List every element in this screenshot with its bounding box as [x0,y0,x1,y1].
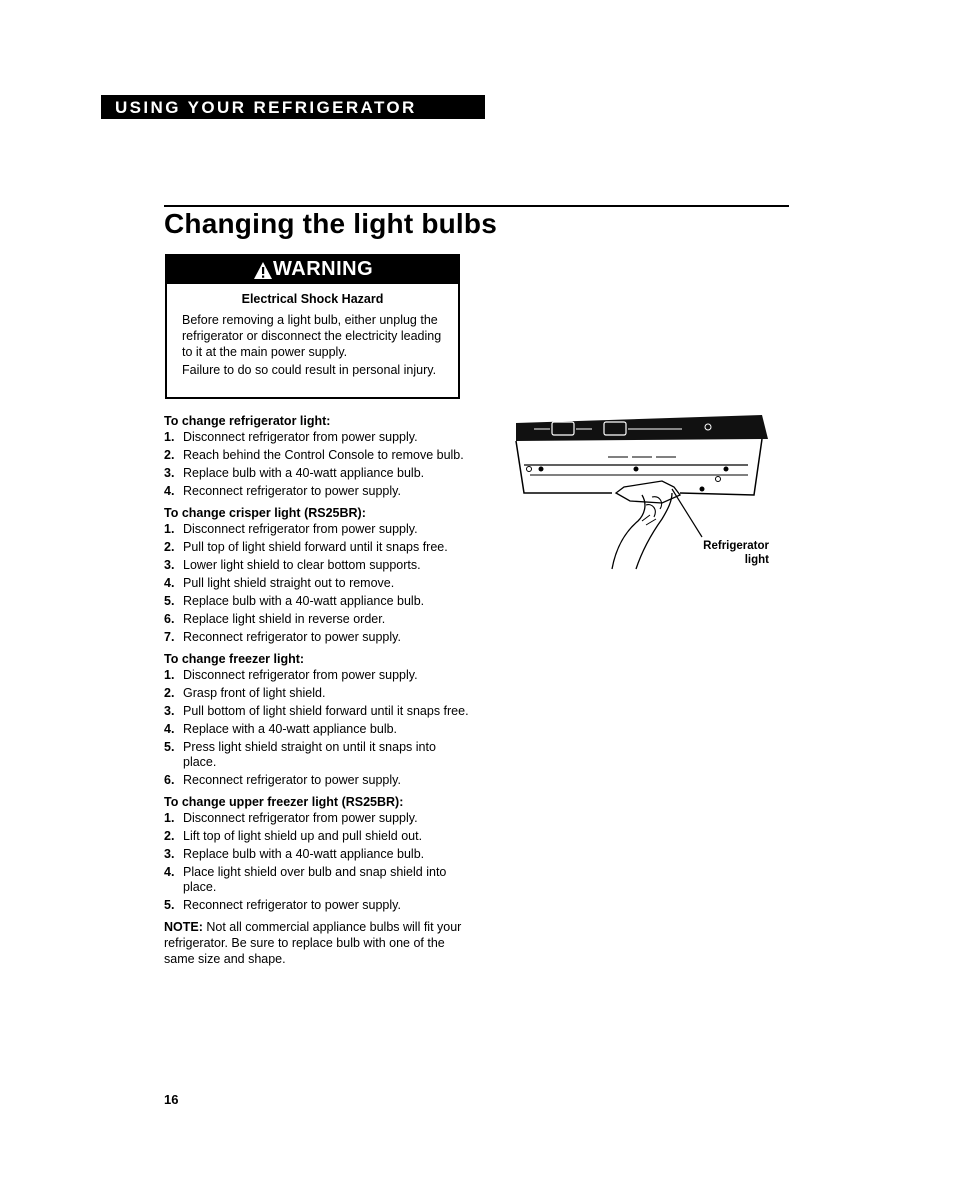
section-title: To change freezer light: [164,652,305,666]
list-item: 6. Reconnect refrigerator to power supply. [164,773,401,787]
list-item: 2. Lift top of light shield up and pull shield out. [164,829,423,843]
warning-paragraph: Failure to do so could result in personal injury. [182,363,437,377]
refrigerator-light-figure [512,405,774,575]
list-item: 5. Replace bulb with a 40-watt appliance bulb. [164,594,425,608]
list-item: 3. Pull bottom of light shield forward until it snaps free. [164,704,469,718]
page-number: 16 [164,1092,179,1107]
list-item: 4. Pull light shield straight out to remove. [164,576,395,590]
list-item: 3. Replace bulb with a 40-watt appliance bulb. [164,466,425,480]
list-item: 2. Grasp front of light shield. [164,686,326,700]
section-header-label: USING YOUR REFRIGERATOR [115,98,417,117]
list-item: 6. Replace light shield in reverse order. [164,612,386,626]
list-item: 2. Reach behind the Control Console to remove bulb. [164,448,464,462]
list-item: 1. Disconnect refrigerator from power supply. [164,668,418,682]
hazard-title: Electrical Shock Hazard [241,292,384,306]
list-item: 7. Reconnect refrigerator to power supply. [164,630,401,644]
step-list [164,430,469,499]
list-item: 4. Place light shield over bulb and snap shield into place. [164,865,447,894]
note-label: NOTE: [164,920,203,934]
list-item: 5. Press light shield straight on until it snaps into place. [164,740,436,769]
section-title: To change upper freezer light (RS25BR): [164,795,404,809]
warning-paragraph: Before removing a light bulb, either unplug the refrigerator or disconnect the electricity leading to it at the main power supply. [182,313,442,359]
warning-label: WARNING [273,258,374,280]
figure-label: Refrigerator light [703,540,769,566]
page-title: Changing the light bulbs [164,208,497,239]
list-item: 1. Disconnect refrigerator from power supply. [164,522,418,536]
list-item: 3. Lower light shield to clear bottom supports. [164,558,421,572]
title-rule [164,205,789,207]
list-item: 5. Reconnect refrigerator to power supply. [164,898,401,912]
warning-box [165,254,460,399]
warning-triangle-icon [253,261,273,280]
list-item: 4. Reconnect refrigerator to power supply. [164,484,401,498]
step-list [164,522,469,645]
list-item: 1. Disconnect refrigerator from power supply. [164,430,418,444]
section-title: To change refrigerator light: [164,414,331,428]
list-item: 2. Pull top of light shield forward until it snaps free. [164,540,448,554]
step-list [164,668,469,788]
note-text: Not all commercial appliance bulbs will fit your refrigerator. Be sure to replace bulb with one of the same size and shape. [164,920,462,966]
list-item: 4. Replace with a 40-watt appliance bulb. [164,722,398,736]
note [164,919,469,967]
warning-header [167,256,458,284]
section-title: To change crisper light (RS25BR): [164,506,366,520]
list-item: 3. Replace bulb with a 40-watt appliance bulb. [164,847,425,861]
instructions-column [164,413,469,967]
list-item: 1. Disconnect refrigerator from power supply. [164,811,418,825]
section-header-bar [101,95,485,119]
step-list [164,811,469,913]
